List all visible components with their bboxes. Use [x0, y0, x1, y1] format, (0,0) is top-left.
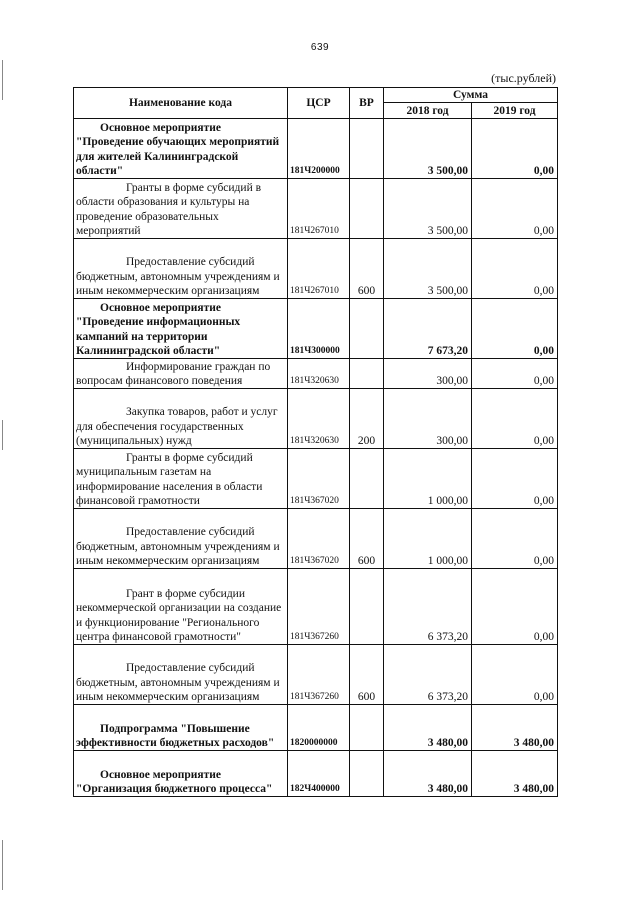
- row-2019: 0,00: [472, 239, 558, 299]
- row-2019: 3 480,00: [472, 751, 558, 797]
- row-csr: 181Ч367020: [288, 509, 350, 569]
- row-2018: 1 000,00: [384, 509, 472, 569]
- row-2019: 0,00: [472, 569, 558, 645]
- row-2018: 3 500,00: [384, 119, 472, 179]
- row-2018: 3 480,00: [384, 751, 472, 797]
- budget-table: [73, 87, 558, 797]
- row-vr: 200: [350, 389, 384, 449]
- row-vr: 600: [350, 509, 384, 569]
- row-vr: [350, 179, 384, 239]
- page-number: 639: [310, 42, 330, 53]
- table-row: [74, 119, 558, 179]
- table-row: [74, 705, 558, 751]
- row-name: Предоставление субсидий бюджетным, автономным учреждениям и иным некоммерческим организациям: [74, 509, 288, 569]
- row-2018: 300,00: [384, 359, 472, 389]
- row-csr: 181Ч320630: [288, 359, 350, 389]
- row-2019: 0,00: [472, 389, 558, 449]
- row-name: Информирование граждан по вопросам финансового поведения: [74, 359, 288, 389]
- row-2018: 3 480,00: [384, 705, 472, 751]
- row-2019: 3 480,00: [472, 705, 558, 751]
- scan-edge-mark: [2, 420, 3, 450]
- row-csr: 181Ч300000: [288, 299, 350, 359]
- scan-edge-mark: [2, 840, 3, 890]
- header-csr: ЦСР: [288, 88, 350, 119]
- row-csr: 181Ч267010: [288, 239, 350, 299]
- row-name: Гранты в форме субсидий в области образования и культуры на проведение образовательных мероприятий: [74, 179, 288, 239]
- row-name: Предоставление субсидий бюджетным, автономным учреждениям и иным некоммерческим организациям: [74, 645, 288, 705]
- table-row: [74, 449, 558, 509]
- table-row: [74, 239, 558, 299]
- row-2019: 0,00: [472, 119, 558, 179]
- row-vr: 600: [350, 239, 384, 299]
- table-row: [74, 299, 558, 359]
- scan-edge-mark: [2, 60, 3, 100]
- row-2018: 6 373,20: [384, 645, 472, 705]
- row-vr: [350, 119, 384, 179]
- header-2018: 2018 год: [384, 103, 472, 119]
- table-row: [74, 751, 558, 797]
- table-row: [74, 359, 558, 389]
- table-row: [74, 389, 558, 449]
- row-vr: 600: [350, 645, 384, 705]
- row-2018: 1 000,00: [384, 449, 472, 509]
- row-vr: [350, 299, 384, 359]
- table-row: [74, 179, 558, 239]
- row-2019: 0,00: [472, 449, 558, 509]
- table-row: [74, 509, 558, 569]
- row-2019: 0,00: [472, 179, 558, 239]
- row-name: Подпрограмма "Повышение эффективности бюджетных расходов": [74, 705, 288, 751]
- row-csr: 181Ч267010: [288, 179, 350, 239]
- row-csr: 182Ч400000: [288, 751, 350, 797]
- row-vr: [350, 359, 384, 389]
- row-2019: 0,00: [472, 299, 558, 359]
- table-header-row: [74, 88, 558, 103]
- row-csr: 181Ч367260: [288, 569, 350, 645]
- table-row: [74, 569, 558, 645]
- row-csr: 181Ч200000: [288, 119, 350, 179]
- row-vr: [350, 449, 384, 509]
- header-2019: 2019 год: [472, 103, 558, 119]
- row-2019: 0,00: [472, 509, 558, 569]
- header-name: Наименование кода: [74, 88, 288, 119]
- row-2019: 0,00: [472, 359, 558, 389]
- header-vr: ВР: [350, 88, 384, 119]
- row-name: Основное мероприятие "Проведение обучающих мероприятий для жителей Калининградской области": [74, 119, 288, 179]
- row-name: Гранты в форме субсидий муниципальным газетам на информирование населения в области финансовой грамотности: [74, 449, 288, 509]
- units-label: (тыс.рублей): [491, 71, 556, 85]
- row-name: Основное мероприятие "Проведение информационных кампаний на территории Калининградской области": [74, 299, 288, 359]
- row-2018: 7 673,20: [384, 299, 472, 359]
- row-name: Предоставление субсидий бюджетным, автономным учреждениям и иным некоммерческим организациям: [74, 239, 288, 299]
- row-2018: 3 500,00: [384, 239, 472, 299]
- row-name: Закупка товаров, работ и услуг для обеспечения государственных (муниципальных) нужд: [74, 389, 288, 449]
- row-name: Основное мероприятие "Организация бюджетного процесса": [74, 751, 288, 797]
- header-sum: Сумма: [384, 88, 558, 103]
- row-2018: 300,00: [384, 389, 472, 449]
- row-csr: 1820000000: [288, 705, 350, 751]
- row-csr: 181Ч320630: [288, 389, 350, 449]
- row-2018: 6 373,20: [384, 569, 472, 645]
- table-row: [74, 645, 558, 705]
- row-name: Грант в форме субсидии некоммерческой организации на создание и функционирование "Регионального центра финансовой грамотности": [74, 569, 288, 645]
- row-vr: [350, 569, 384, 645]
- row-2019: 0,00: [472, 645, 558, 705]
- row-vr: [350, 751, 384, 797]
- row-vr: [350, 705, 384, 751]
- row-csr: 181Ч367020: [288, 449, 350, 509]
- row-2018: 3 500,00: [384, 179, 472, 239]
- row-csr: 181Ч367260: [288, 645, 350, 705]
